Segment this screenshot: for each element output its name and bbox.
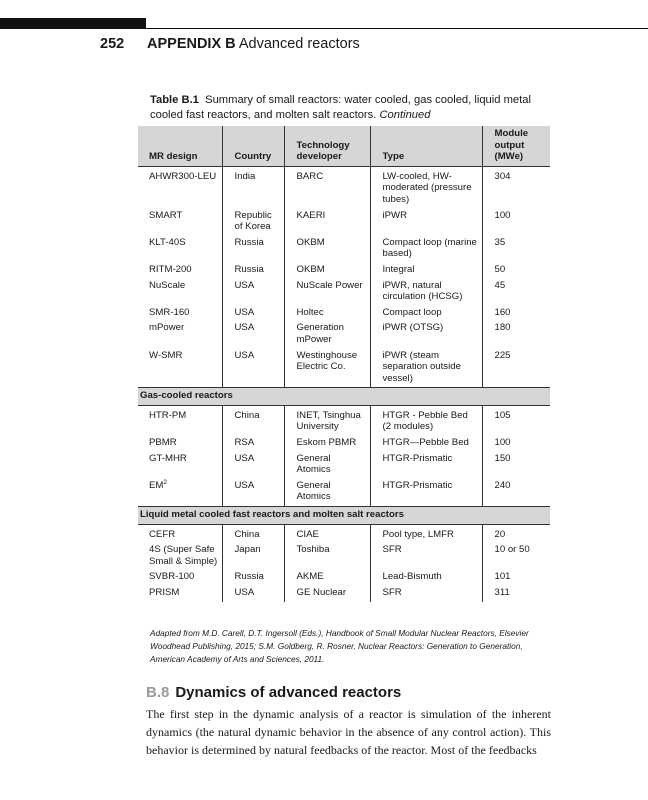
table-cell: 311 bbox=[482, 586, 550, 602]
running-header bbox=[147, 36, 360, 52]
table-cell bbox=[138, 479, 222, 507]
col-header: Type bbox=[370, 126, 482, 166]
table-cell: Republic of Korea bbox=[222, 209, 284, 236]
table-row bbox=[138, 436, 550, 452]
table-cell: NuScale Power bbox=[284, 279, 370, 306]
section-row-gas bbox=[138, 388, 550, 406]
table-cell: iPWR (steam separation outside vessel) bbox=[370, 349, 482, 388]
table-cell: 160 bbox=[482, 306, 550, 322]
table-cell: AKME bbox=[284, 570, 370, 586]
table-cell: HTGR-Prismatic bbox=[370, 452, 482, 479]
body-paragraph: The first step in the dynamic analysis of a reactor is simulation of the inherent dynamics (the natural dynamic behavior in the absence of any control action). This behavior is determined by natural feedbacks of the reactor. Most of the feedbacks bbox=[146, 707, 551, 757]
table-cell: 105 bbox=[482, 405, 550, 436]
reactor-table bbox=[138, 126, 550, 602]
table-cell: Japan bbox=[222, 543, 284, 570]
table-cell: OKBM bbox=[284, 236, 370, 263]
table-header-row bbox=[138, 126, 550, 166]
table-cell: USA bbox=[222, 279, 284, 306]
page-number: 252 bbox=[100, 36, 125, 52]
table-row bbox=[138, 263, 550, 279]
header-rule bbox=[0, 28, 648, 29]
table-cell: PRISM bbox=[149, 587, 180, 598]
table-cell: USA bbox=[222, 306, 284, 322]
table-cell: SMART bbox=[149, 209, 183, 221]
table-row bbox=[138, 236, 550, 263]
section-row-metal bbox=[138, 507, 550, 525]
table-cell: HTR-PM bbox=[149, 409, 187, 421]
table-cell: Compact loop (marine based) bbox=[370, 236, 482, 263]
table-cell: GT-MHR bbox=[149, 452, 187, 464]
em2-design: EM bbox=[149, 479, 164, 491]
col-header: Technology developer bbox=[284, 126, 370, 166]
table-cell: BARC bbox=[284, 166, 370, 208]
table-cell: 4S (Super Safe Small & Simple) bbox=[149, 544, 218, 567]
table-continued: Continued bbox=[379, 109, 431, 121]
table-cell: SVBR-100 bbox=[149, 571, 195, 583]
table-row bbox=[138, 279, 550, 306]
table-row bbox=[138, 166, 550, 208]
table-cell: INET, Tsinghua University bbox=[284, 405, 370, 436]
metal-cooled-rows bbox=[138, 524, 550, 601]
table-row bbox=[138, 543, 550, 570]
table-cell: USA bbox=[222, 452, 284, 479]
table-cell: SFR bbox=[370, 543, 482, 570]
table-cell: 101 bbox=[482, 570, 550, 586]
table-cell: HTGR—Pebble Bed bbox=[370, 436, 482, 452]
table-cell: 20 bbox=[482, 524, 550, 543]
table-cell: AHWR300-LEU bbox=[149, 170, 217, 182]
table-cell: India bbox=[222, 166, 284, 208]
table-row bbox=[138, 209, 550, 236]
table-cell: Generation mPower bbox=[284, 321, 370, 348]
table-cell: 240 bbox=[482, 479, 550, 507]
running-header-title: Advanced reactors bbox=[238, 36, 360, 52]
table-cell: KLT-40S bbox=[149, 236, 186, 248]
table-cell: mPower bbox=[149, 322, 185, 334]
water-cooled-rows bbox=[138, 166, 550, 388]
table-cell: China bbox=[222, 405, 284, 436]
table-cell: CEFR bbox=[149, 528, 176, 540]
table-cell: 225 bbox=[482, 349, 550, 388]
col-header: Module output (MWe) bbox=[482, 126, 550, 166]
table-label: Table B.1 bbox=[150, 94, 199, 106]
table-source-note: Adapted from M.D. Carell, D.T. Ingersoll (Eds.), Handbook of Small Modular Nuclear Reactors, Elsevier Woodhead Publishing, 2015; S.M. Goldberg, R. Rosner, Nuclear Reactors: Generation to Generation, American Academy of Arts and Sciences, 2011. bbox=[150, 628, 529, 664]
table-cell: 180 bbox=[482, 321, 550, 348]
table-row bbox=[138, 479, 550, 507]
table-cell: iPWR (OTSG) bbox=[370, 321, 482, 348]
table-cell: Russia bbox=[222, 236, 284, 263]
section-label: Gas-cooled reactors bbox=[138, 388, 550, 406]
col-header: MR design bbox=[138, 126, 222, 166]
table-cell: China bbox=[222, 524, 284, 543]
table-cell: Holtec bbox=[284, 306, 370, 322]
table-cell: OKBM bbox=[284, 263, 370, 279]
table-row bbox=[138, 321, 550, 348]
table-cell: iPWR bbox=[370, 209, 482, 236]
col-header: Country bbox=[222, 126, 284, 166]
table-cell: RITM-200 bbox=[149, 263, 192, 275]
table-cell: USA bbox=[222, 349, 284, 388]
table-cell: Integral bbox=[370, 263, 482, 279]
table-cell: KAERI bbox=[284, 209, 370, 236]
table-row bbox=[138, 349, 550, 388]
table-row bbox=[138, 405, 550, 436]
section-label: Liquid metal cooled fast reactors and molten salt reactors bbox=[138, 507, 550, 525]
table-cell: PBMR bbox=[149, 437, 177, 449]
table-cell: W-SMR bbox=[138, 349, 222, 388]
table-cell: 35 bbox=[482, 236, 550, 263]
section-heading bbox=[146, 684, 401, 701]
section-title: Dynamics of advanced reactors bbox=[175, 684, 402, 701]
table-cell: General Atomics bbox=[284, 479, 370, 507]
table-cell: iPWR, natural circulation (HCSG) bbox=[370, 279, 482, 306]
table-cell: 304 bbox=[482, 166, 550, 208]
table-cell: NuScale bbox=[149, 279, 186, 291]
table-row bbox=[138, 306, 550, 322]
gas-cooled-rows bbox=[138, 405, 550, 478]
table-cell: Toshiba bbox=[284, 543, 370, 570]
table-cell: Westinghouse Electric Co. bbox=[284, 349, 370, 388]
table-cell: GE Nuclear bbox=[284, 586, 370, 602]
table-row bbox=[138, 452, 550, 479]
table-cell: General Atomics bbox=[284, 452, 370, 479]
table-cell: LW-cooled, HW-moderated (pressure tubes) bbox=[370, 166, 482, 208]
table-cell: Lead-Bismuth bbox=[370, 570, 482, 586]
table-cell: 10 or 50 bbox=[482, 543, 550, 570]
table-cell: HTGR-Prismatic bbox=[370, 479, 482, 507]
table-cell: Pool type, LMFR bbox=[370, 524, 482, 543]
table-row bbox=[138, 586, 550, 602]
table-row bbox=[138, 570, 550, 586]
table-cell: USA bbox=[222, 479, 284, 507]
table-cell: USA bbox=[222, 321, 284, 348]
table-cell: Compact loop bbox=[370, 306, 482, 322]
table-cell: HTGR - Pebble Bed (2 modules) bbox=[370, 405, 482, 436]
table-cell: USA bbox=[222, 586, 284, 602]
table-caption bbox=[150, 93, 550, 123]
section-number: B.8 bbox=[146, 684, 170, 701]
running-header-label: APPENDIX B bbox=[147, 36, 236, 52]
table-cell: Russia bbox=[222, 263, 284, 279]
table-cell: 100 bbox=[482, 436, 550, 452]
table-cell: 50 bbox=[482, 263, 550, 279]
em2-superscript: 2 bbox=[163, 478, 168, 486]
table-cell: RSA bbox=[222, 436, 284, 452]
table-cell: CIAE bbox=[284, 524, 370, 543]
table-caption-text: Summary of small reactors: water cooled, gas cooled, liquid metal cooled fast reactors, and molten salt reactors. bbox=[150, 94, 531, 121]
table-cell: SMR-160 bbox=[149, 306, 190, 318]
table-cell: 45 bbox=[482, 279, 550, 306]
table-cell: SFR bbox=[370, 586, 482, 602]
table-row bbox=[138, 524, 550, 543]
table-cell: 100 bbox=[482, 209, 550, 236]
table-cell: Eskom PBMR bbox=[284, 436, 370, 452]
table-cell: 150 bbox=[482, 452, 550, 479]
table-cell: Russia bbox=[222, 570, 284, 586]
